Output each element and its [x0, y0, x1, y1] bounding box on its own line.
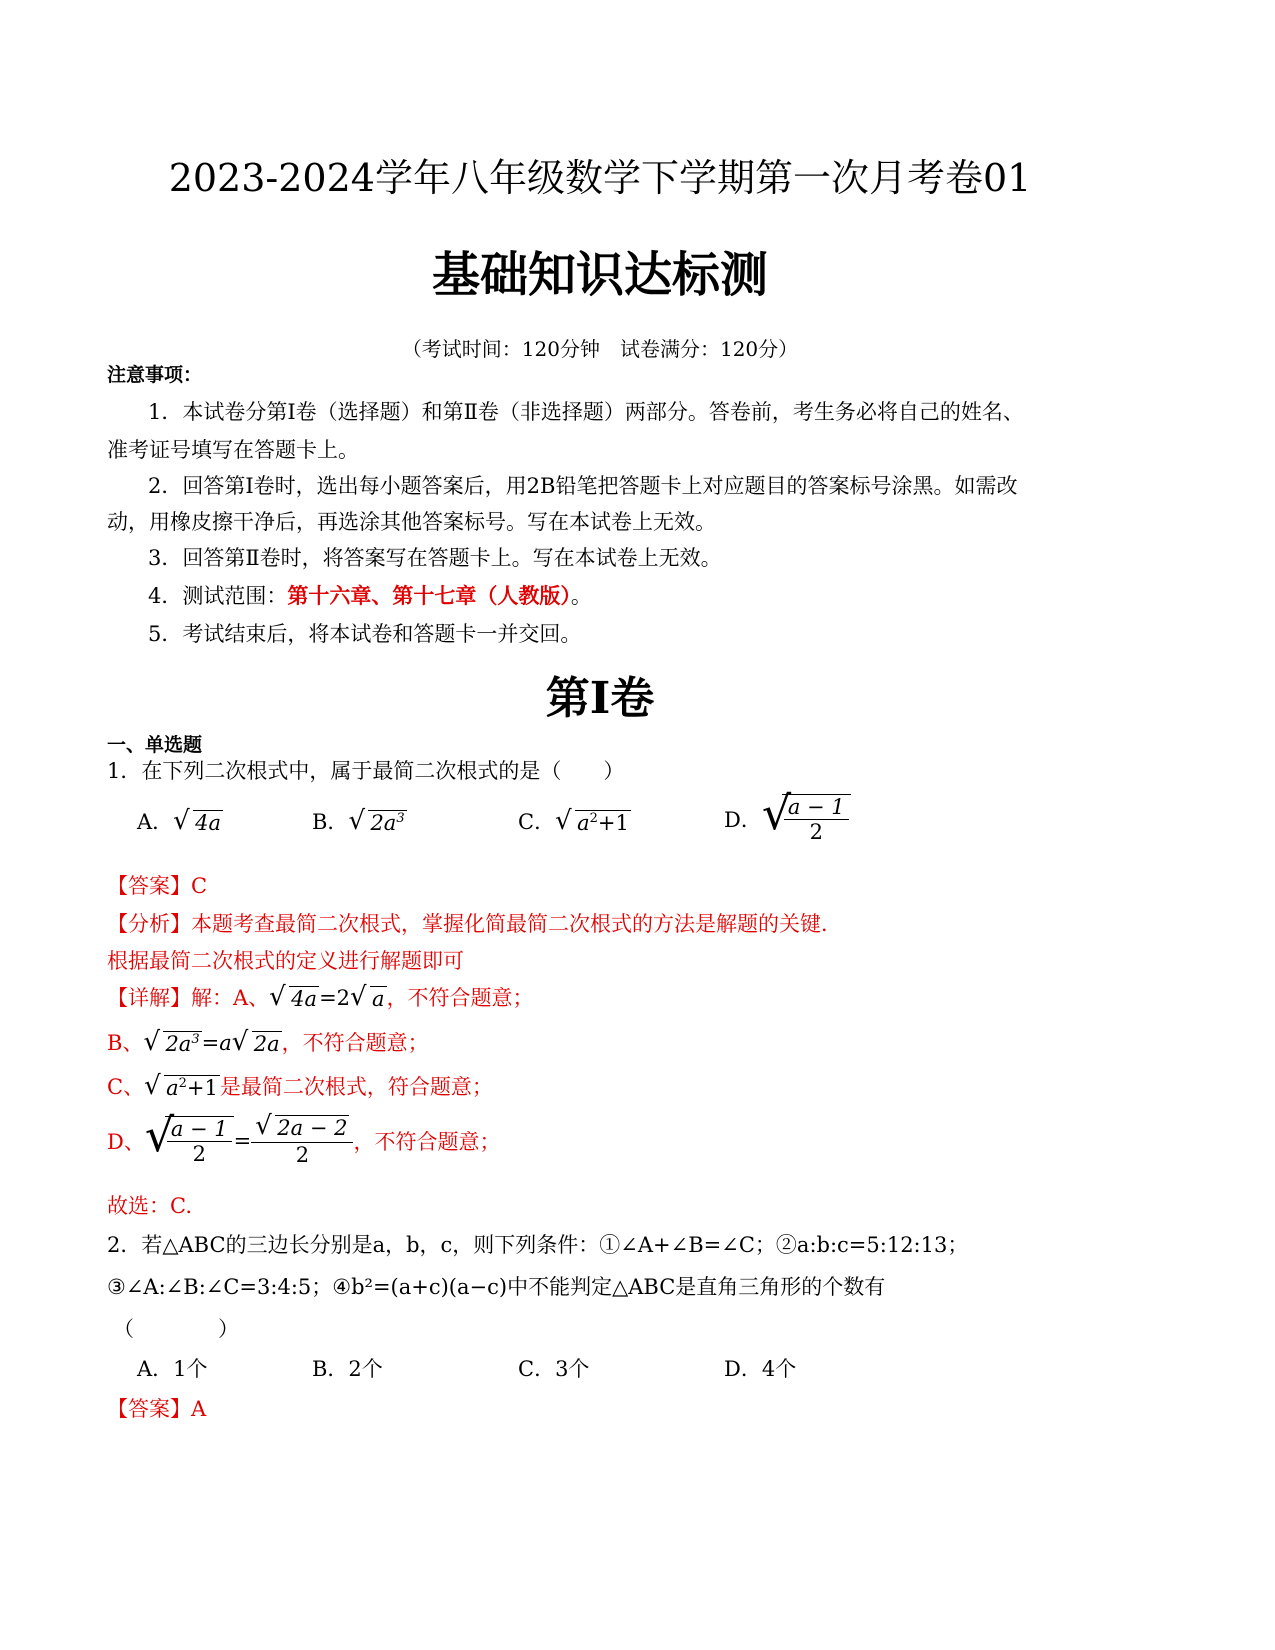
- note-2-line-1: 2．回答第Ⅰ卷时，选出每小题答案后，用2B铅笔把答题卡上对应题目的答案标号涂黑。如需改: [148, 474, 1018, 498]
- q1-detail-c-rest: +1: [186, 1076, 218, 1101]
- q1-detail-b-left: 2a: [165, 1032, 192, 1057]
- q1-detail-b-equals: =a: [201, 1031, 232, 1055]
- sqrt-symbol: √ $a^2+1$: [144, 1071, 218, 1102]
- q2-stem-line-3: （ ）: [113, 1317, 239, 1341]
- q1-detail-d-prefix: D、: [107, 1129, 145, 1154]
- sqrt-symbol: √ $\frac{a - 1}{2}$: [762, 794, 851, 844]
- sqrt-symbol: √ $a^2+1$: [555, 806, 629, 837]
- note-3: 3．回答第Ⅱ卷时，将答案写在答题卡上。写在本试卷上无效。: [148, 546, 722, 570]
- q1-detail-prefix: 【详解】解：A、: [107, 986, 270, 1010]
- sqrt-symbol: √ $2a^3$: [348, 806, 405, 837]
- q1-detail-d-right-denominator: 2: [295, 1142, 310, 1167]
- q1-detail-c-prefix: C、: [107, 1075, 145, 1099]
- note-4-prefix: 4．测试范围：: [148, 584, 288, 608]
- q1-detail-a-end: ，不符合题意；: [386, 986, 534, 1010]
- exam-title: 2023-2024学年八年级数学下学期第一次月考卷01: [168, 156, 1032, 200]
- q1-detail-b-exponent: 3: [191, 1032, 200, 1048]
- q1-option-c-var: a: [577, 811, 590, 836]
- q1-stem: 1．在下列二次根式中，属于最简二次根式的是（ ）: [107, 759, 625, 783]
- q1-option-c-label: C．: [518, 810, 556, 834]
- q1-detail-c: [107, 1071, 493, 1102]
- q1-detail-d-end: ，不符合题意；: [353, 1129, 501, 1154]
- q2-answer: 【答案】A: [107, 1397, 207, 1421]
- q1-detail-b-right: 2a: [253, 1032, 280, 1057]
- q2-option-b: B．2个: [312, 1357, 383, 1381]
- exam-meta: （考试时间：120分钟 试卷满分：120分）: [401, 337, 799, 361]
- q1-option-d: [724, 786, 851, 845]
- q2-option-c: C．3个: [518, 1357, 590, 1381]
- note-4-scope: 第十六章、第十七章（人教版）: [287, 583, 571, 608]
- sqrt-symbol: √ 4a: [173, 806, 222, 837]
- q1-option-b-exponent: 3: [396, 811, 405, 827]
- q1-detail-d-right-numerator: 2a − 2: [277, 1116, 348, 1141]
- sqrt-symbol: √ $\frac{a - 1}{2}$: [145, 1116, 234, 1166]
- q1-detail-d-numerator: a − 1: [167, 1117, 232, 1142]
- note-1-line-1: 1．本试卷分第Ⅰ卷（选择题）和第Ⅱ卷（非选择题）两部分。答卷前，考生务必将自己的姓名、: [148, 400, 1024, 424]
- q1-option-d-numerator: a − 1: [784, 795, 849, 820]
- q1-detail-b: [107, 1027, 429, 1058]
- q1-option-b-expr: 2a: [370, 811, 397, 836]
- q1-option-b: [312, 806, 407, 837]
- q1-option-c: [518, 806, 631, 837]
- q1-option-a: [137, 806, 223, 837]
- q1-detail-b-end: ，不符合题意；: [281, 1031, 429, 1055]
- q1-detail-c-end: 是最简二次根式，符合题意；: [219, 1075, 493, 1099]
- sqrt-symbol: √ 2a: [231, 1027, 280, 1058]
- exam-subtitle: 基础知识达标测: [431, 247, 768, 303]
- volume-heading: 第Ⅰ卷: [545, 673, 655, 724]
- notes-heading: 注意事项：: [107, 364, 203, 386]
- section-heading: 一、单选题: [107, 734, 203, 756]
- note-4: [148, 580, 592, 610]
- sqrt-symbol: √ 4a: [269, 982, 318, 1013]
- q1-option-a-label: A．: [137, 810, 174, 834]
- note-2-line-2: 动，用橡皮擦干净后，再选涂其他答案标号。写在本试卷上无效。: [107, 510, 716, 534]
- q1-option-a-expr: 4a: [195, 811, 222, 836]
- q1-detail-b-prefix: B、: [107, 1031, 144, 1055]
- q1-detail-a-right: a: [372, 987, 385, 1012]
- q1-option-d-denominator: 2: [809, 820, 823, 845]
- q1-detail-d-denominator: 2: [192, 1141, 206, 1166]
- q2-stem-line-1: 2．若△ABC的三边长分别是a，b，c，则下列条件：①∠A+∠B=∠C；②a:b:c=5:12:13；: [107, 1233, 969, 1257]
- q1-analysis-line-1: 【分析】本题考查最简二次根式，掌握化简最简二次根式的方法是解题的关键．: [107, 912, 842, 936]
- q1-detail-d-equals: =: [233, 1128, 252, 1153]
- note-5: 5．考试结束后，将本试卷和答题卡一并交回。: [148, 622, 582, 646]
- q2-option-d: D．4个: [724, 1357, 797, 1381]
- note-1-line-2: 准考证号填写在答题卡上。: [107, 438, 359, 462]
- q2-stem-line-2: ③∠A:∠B:∠C=3:4:5；④b²=(a+c)(a−c)中不能判定△ABC是直角三角形的个数有: [107, 1275, 886, 1299]
- q1-conclusion: 故选：C.: [107, 1194, 192, 1218]
- q1-option-c-rest: +1: [597, 811, 629, 836]
- q1-detail-c-exponent: 2: [178, 1076, 187, 1092]
- q1-detail-d: [107, 1107, 501, 1167]
- q1-detail-c-var: a: [166, 1076, 179, 1101]
- q1-detail-d-right-fraction: [251, 1111, 353, 1167]
- q1-analysis-line-2: 根据最简二次根式的定义进行解题即可: [107, 949, 464, 973]
- q1-answer: 【答案】C: [107, 874, 208, 898]
- q1-option-b-label: B．: [312, 810, 349, 834]
- sqrt-symbol: √ 2a − 2: [255, 1111, 348, 1142]
- q1-option-c-exponent: 2: [589, 811, 598, 827]
- q1-detail-a: [107, 982, 534, 1013]
- q1-detail-a-left: 4a: [291, 987, 318, 1012]
- note-4-suffix: 。: [570, 584, 592, 608]
- q2-option-a: A．1个: [137, 1357, 208, 1381]
- sqrt-symbol: √ $2a^3$: [143, 1027, 200, 1058]
- q1-option-d-label: D．: [724, 808, 762, 833]
- sqrt-symbol: √ a: [350, 982, 385, 1013]
- q1-detail-a-equals: =2: [319, 986, 351, 1010]
